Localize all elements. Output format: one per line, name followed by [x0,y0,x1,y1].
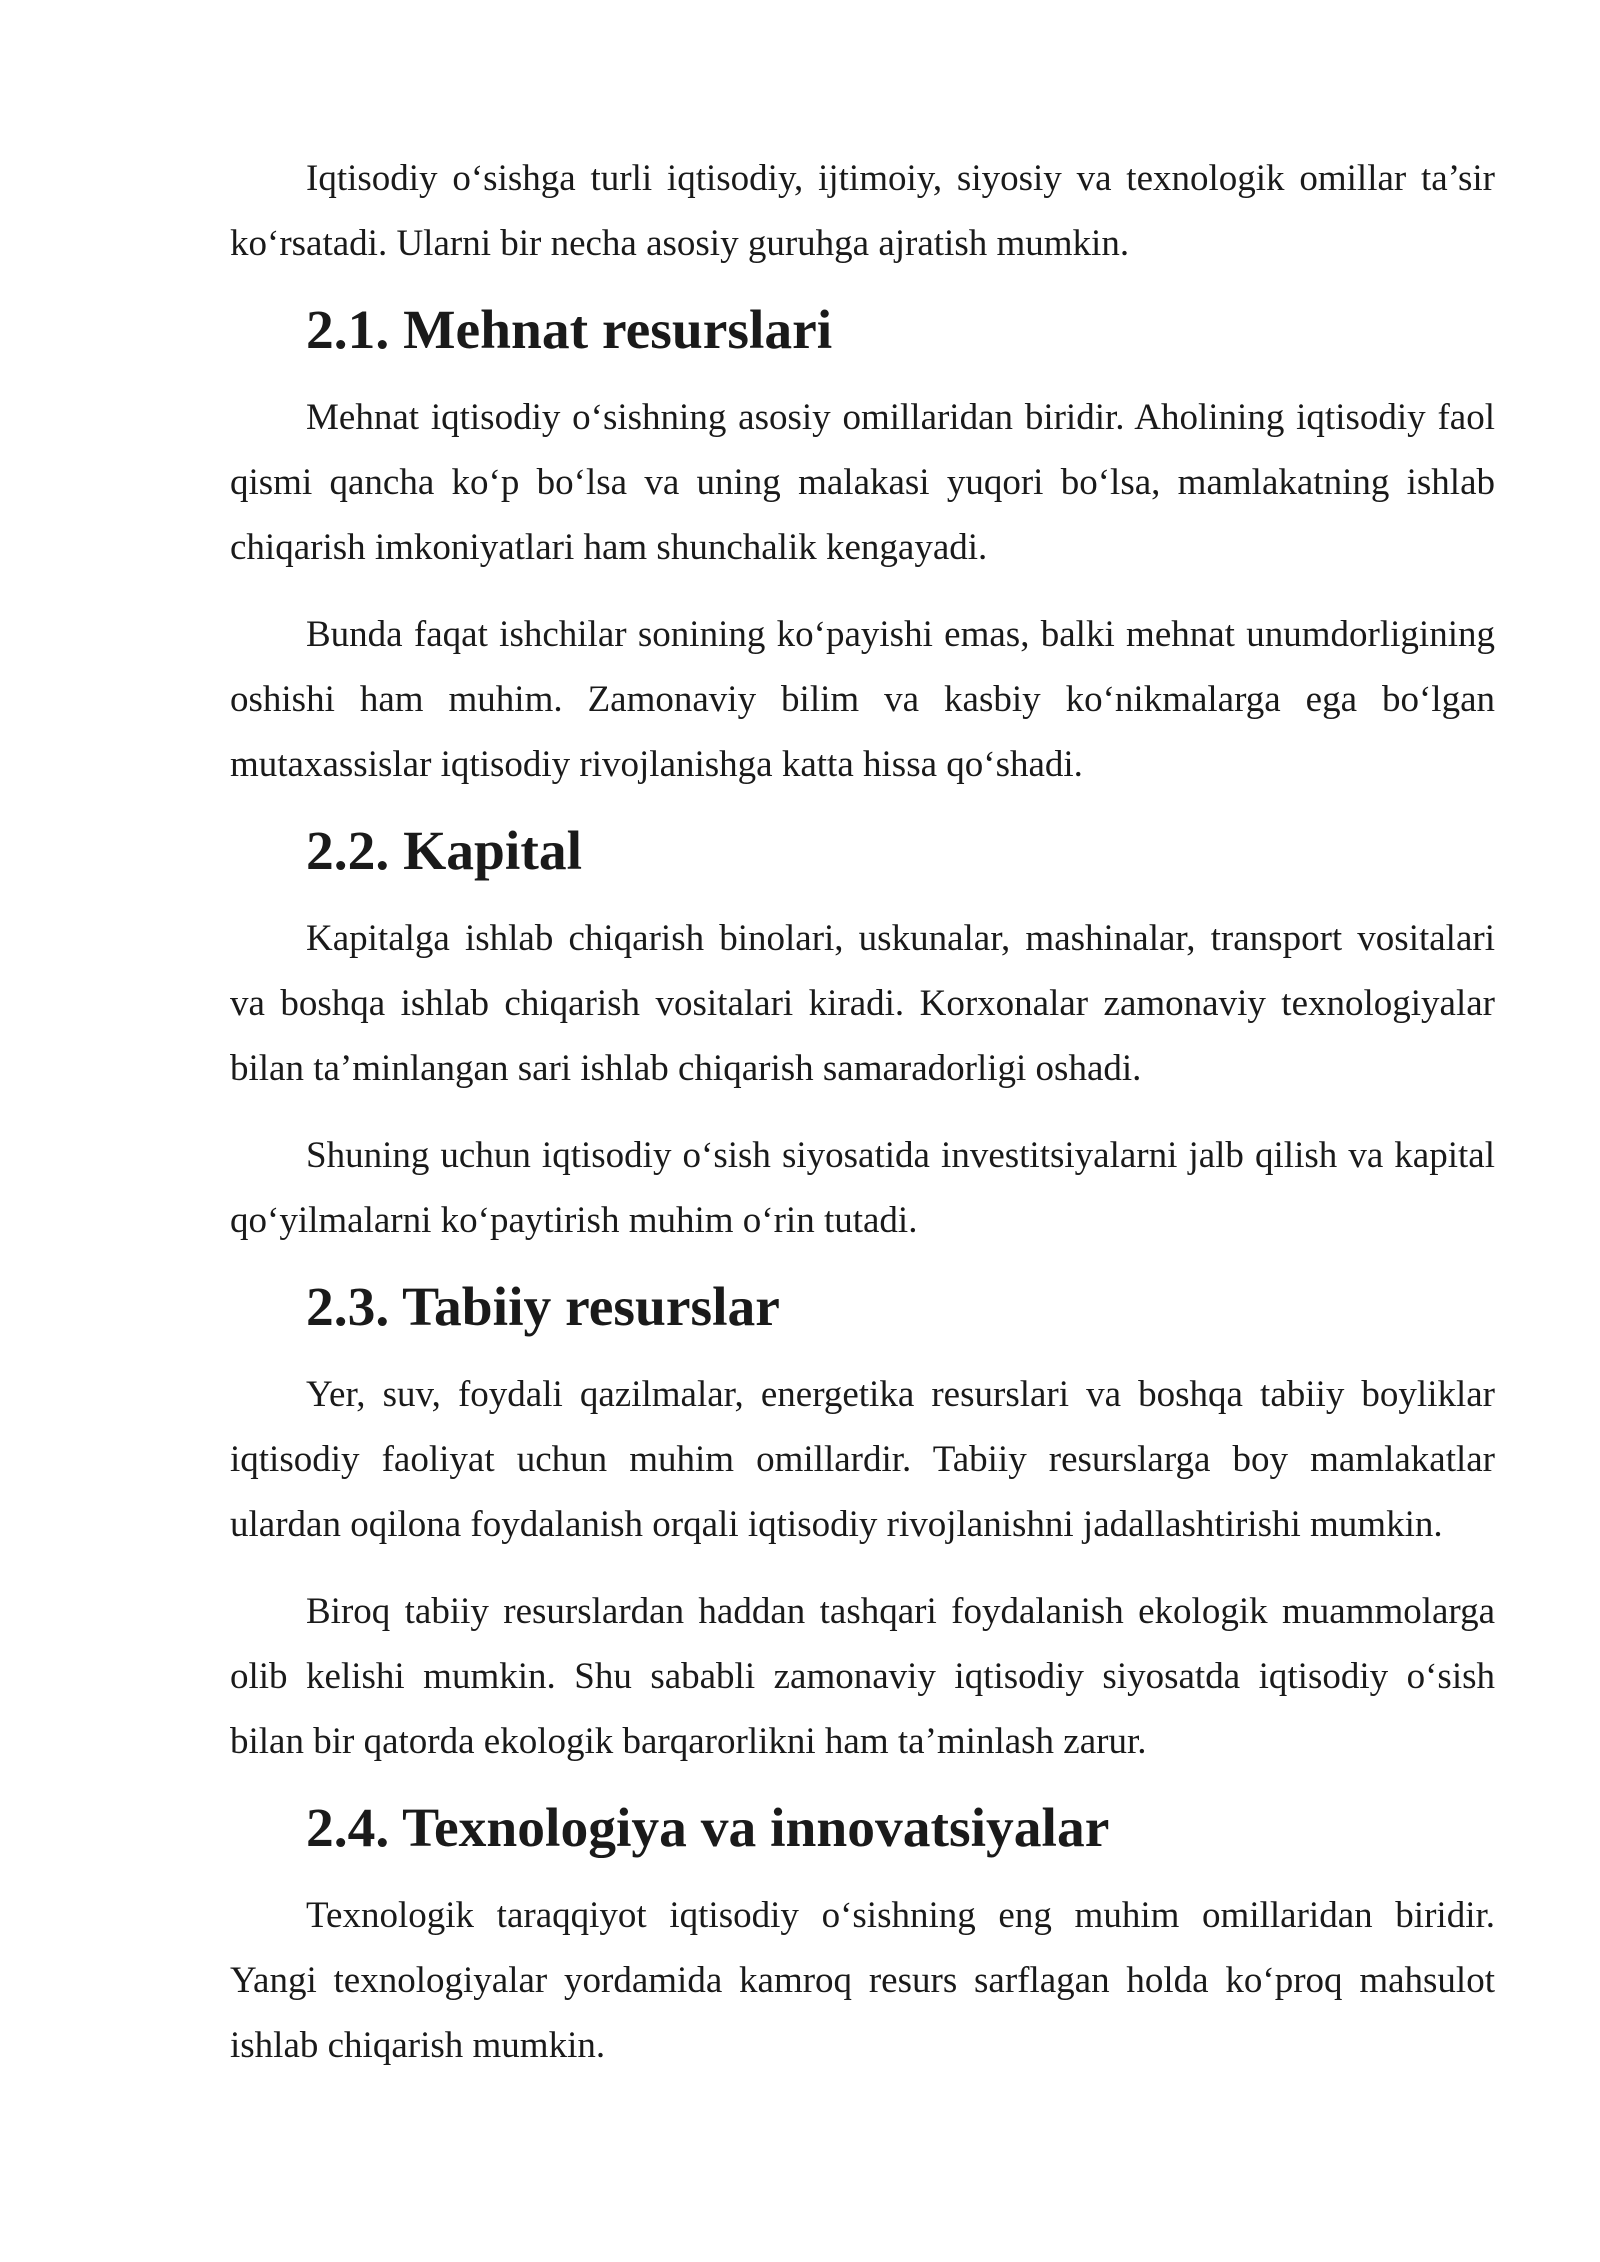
paragraph: Yer, suv, foydali qazilmalar, energetika resurslari va boshqa tabiiy boyliklar iqtisodiy faoliyat uchun muhim omillardir. Tabiiy resurslarga boy mamlakatlar ulardan oqilona foydalanish orqali iqtisodiy rivojlanishni jadallashtirishi mumkin. [230,1374,1495,1545]
paragraph: Shuning uchun iqtisodiy o‘sish siyosatida investitsiyalarni jalb qilish va kapital qo‘yilmalarni ko‘paytirish muhim o‘rin tutadi. [230,1135,1495,1241]
paragraph: Mehnat iqtisodiy o‘sishning asosiy omillaridan biridir. Aholining iqtisodiy faol qismi qancha ko‘p bo‘lsa va uning malakasi yuqori bo‘lsa, mamlakatning ishlab chiqarish imkoniyatlari ham shunchalik kengayadi. [230,397,1495,568]
paragraph: Kapitalga ishlab chiqarish binolari, uskunalar, mashinalar, transport vositalari va boshqa ishlab chiqarish vositalari kiradi. Korxonalar zamonaviy texnologiyalar bilan ta’minlangan sari ishlab chiqarish samaradorligi oshadi. [230,918,1495,1089]
section-heading-kapital: 2.2. Kapital [306,821,582,882]
section-heading-tabiiy-resurslar: 2.3. Tabiiy resurslar [306,1277,780,1338]
section-heading-texnologiya-va-innovatsiyalar: 2.4. Texnologiya va innovatsiyalar [306,1798,1110,1859]
paragraph: Biroq tabiiy resurslardan haddan tashqari foydalanish ekologik muammolarga olib kelishi mumkin. Shu sababli zamonaviy iqtisodiy siyosatda iqtisodiy o‘sish bilan bir qatorda ekologik barqarorlikni ham ta’minlash zarur. [230,1591,1495,1762]
paragraph: Bunda faqat ishchilar sonining ko‘payishi emas, balki mehnat unumdorligining oshishi ham muhim. Zamonaviy bilim va kasbiy ko‘nikmalarga ega bo‘lgan mutaxassislar iqtisodiy rivojlanishga katta hissa qo‘shadi. [230,614,1495,785]
paragraph: Texnologik taraqqiyot iqtisodiy o‘sishning eng muhim omillaridan biridir. Yangi texnologiyalar yordamida kamroq resurs sarflagan holda ko‘proq mahsulot ishlab chiqarish mumkin. [230,1895,1495,2066]
intro-paragraph: Iqtisodiy o‘sishga turli iqtisodiy, ijtimoiy, siyosiy va texnologik omillar ta’sir ko‘rsatadi. Ularni bir necha asosiy guruhga ajratish mumkin. [230,158,1495,264]
section-heading-mehnat-resurslari: 2.1. Mehnat resurslari [306,300,833,361]
document-body [230,146,1495,2100]
